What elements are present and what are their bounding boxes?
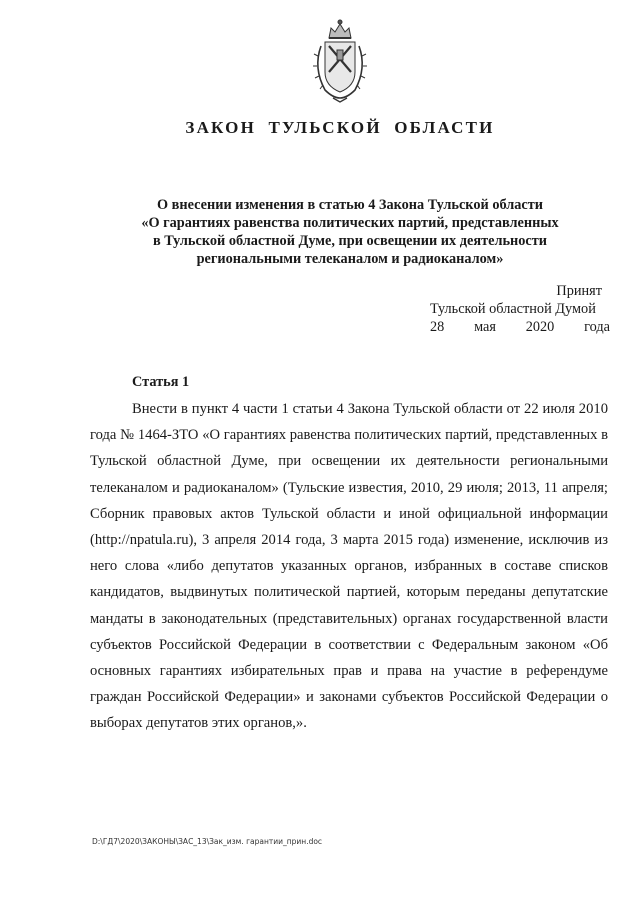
law-subject <box>120 196 580 268</box>
adoption-date <box>430 318 610 336</box>
adoption-month: мая <box>474 319 496 335</box>
adoption-year-word: года <box>584 319 610 335</box>
coat-of-arms-icon <box>309 16 371 104</box>
subject-line: «О гарантиях равенства политических партий, представленных <box>141 215 559 231</box>
adoption-block <box>430 282 610 336</box>
subject-line: региональными телеканалом и радиоканалом» <box>196 251 504 267</box>
adoption-label: Принят <box>556 283 602 299</box>
article-heading: Статья 1 <box>132 374 190 390</box>
subject-line: в Тульской областной Думе, при освещении их деятельности <box>152 233 548 249</box>
law-title: ЗАКОН ТУЛЬСКОЙ ОБЛАСТИ <box>185 118 495 137</box>
adoption-body: Тульской областной Думой <box>430 301 596 317</box>
adoption-day: 28 <box>430 319 445 335</box>
file-path-footer: D:\ГД7\2020\ЗАКОНЫ\ЗАС_13\Зак_изм. гарантии_прин.doc <box>92 837 323 846</box>
adoption-year: 2020 <box>525 319 555 335</box>
subject-line: О внесении изменения в статью 4 Закона Тульской области <box>156 197 544 213</box>
article-text: Внести в пункт 4 части 1 статьи 4 Закона Тульской области от 22 июля 2010 года № 1464-ЗТО «О гарантиях равенства политических партий, представленных в Тульской областной Думе, при освещении их деятельности региональными телеканалом и радиоканалом» (Тульские известия, 2010, 29 июля; 2013, 11 апреля; Сборник правовых актов Тульской области и иной официальной информации (http://npatula.ru), 3 апреля 2014 года, 3 марта 2015 года) изменение, исключив из него слова «либо депутатов указанных органов, избранных в составе списков кандидатов, выдвинутых политической партией, которым переданы депутатские мандаты в законодательных (представительных) органах государственной власти субъектов Российской Федерации в соответствии с Федеральным законом «Об основных гарантиях избирательных прав и права на участие в референдуме граждан Российской Федерации» и законами субъектов Российской Федерации о выборах депутатов этих органов,». <box>90 401 608 732</box>
